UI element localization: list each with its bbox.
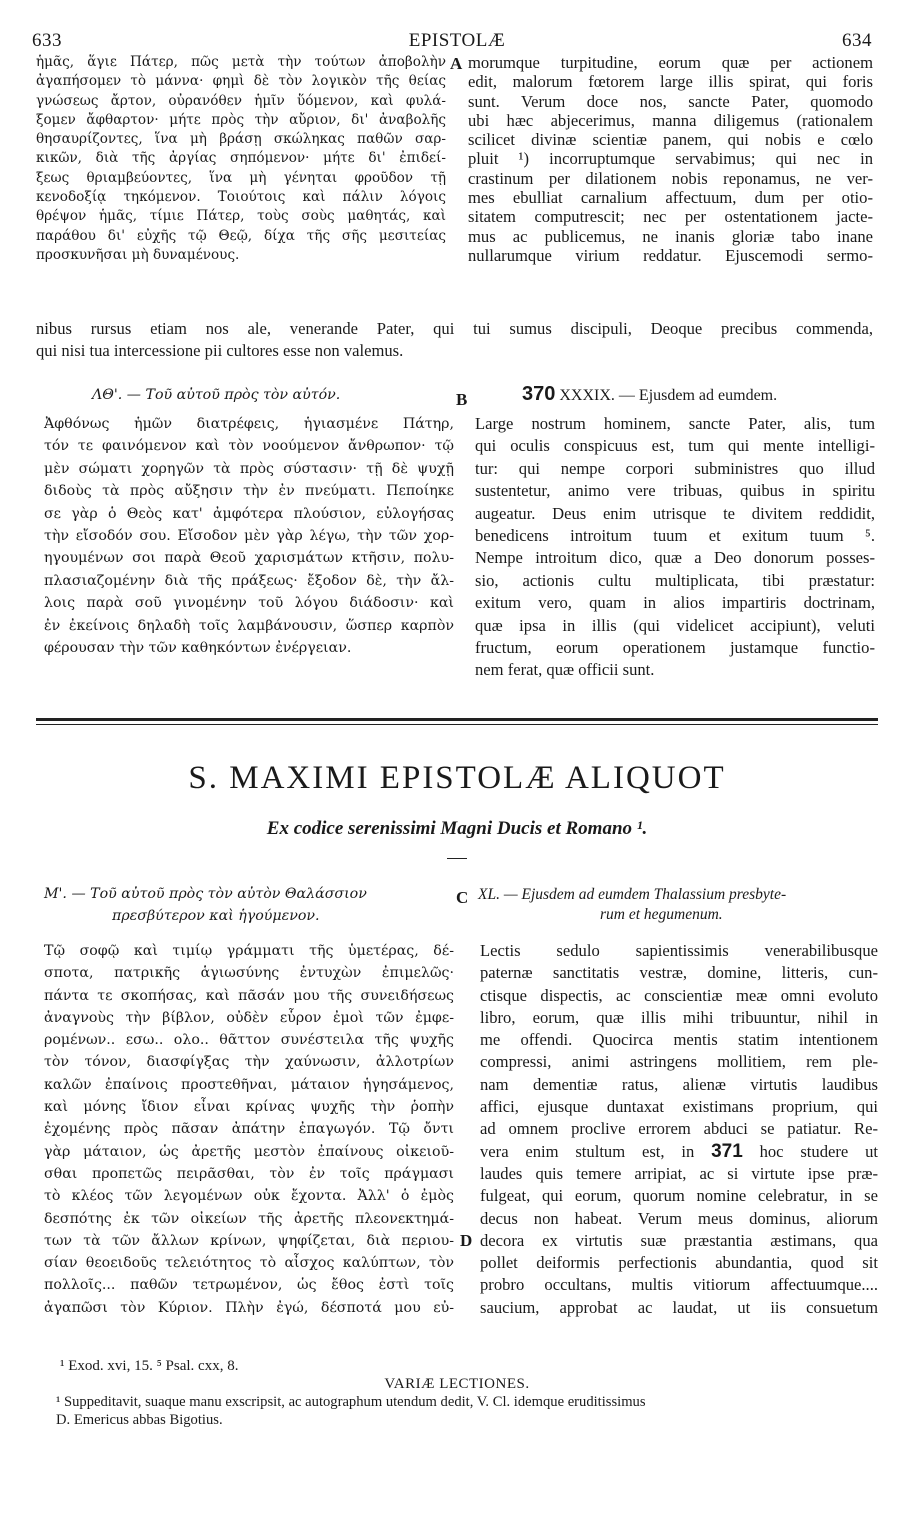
text-line: Τῷ σοφῷ καὶ τιμίῳ γράμματι τῆς ὑμετέρας, δέ-: [44, 943, 454, 959]
text-line: decus non habeat. Verum meus dominus, aliorum: [480, 1208, 878, 1228]
text-line: paternæ sanctitatis vestræ, domine, litteris, cun-: [480, 963, 878, 983]
text-line: ubi hæc abjecerimus, manna diligemus (rationalem: [468, 110, 873, 130]
text-line: τὸ κλέος τῶν λεγομένων οὐκ ἔχοντα. Ἀλλ' ὁ ἐμὸς: [44, 1188, 454, 1205]
letter40-latin-column: [480, 940, 878, 1319]
margin-marker-c: C: [456, 888, 469, 907]
text-line: sunt. Verum doce nos, sancte Pater, quomodo: [468, 91, 873, 111]
text-line: παράθου δι' εὐχῆς τῷ Θεῷ, δίχα τῆς σῆς μεσιτείας: [36, 227, 446, 244]
text-line: saucium, approbat ac laudat, ut iis consuetum: [480, 1297, 878, 1317]
letter40-latin-heading-2: rum et hegumenum.: [600, 906, 723, 923]
text-line: probro occultans, multis vitiorum affectuumque....: [480, 1275, 878, 1295]
text-line: σποτα, πατρικῆς ἁγιωσύνης ἐντυχὼν ἐπιμελῶς·: [44, 965, 454, 982]
text-line: διδοὺς τὰ πρὸς αὔξησιν τὴν ἐν πνεύματι. Πεποίηκε: [44, 483, 454, 500]
margin-marker-a: A: [450, 54, 463, 73]
text-line: qui oculis conspicuus est, tum qui mente intelligi-: [475, 436, 875, 456]
text-line: ad omnem proclive errorem abduci se patiatur. Re-: [480, 1119, 878, 1139]
variae-lectiones-heading: VARIÆ LECTIONES.: [384, 1376, 530, 1392]
text-line: nibus rursus etiam nos ale, venerande Pater, qui tui sumus discipuli, Deoque precibus commenda,: [36, 319, 873, 338]
text-line: fulgeat, qui eorum, quorum nomine celebratur, in se: [480, 1186, 878, 1206]
text-line: δεσπότης ἐκ τῶν οἰκείων τῆς ἀρετῆς πλεονεκτημά-: [44, 1210, 454, 1227]
letter40-greek-heading-2: πρεσβύτερον καὶ ἡγούμενον.: [112, 908, 320, 924]
text-line: Ἀφθόνως ἡμῶν διατρέφεις, ἡγιασμένε Πάτηρ,: [44, 416, 454, 432]
text-line: τὴν εἴσοδόν σου. Εἴσοδον μὲν γὰρ λέγω, τὴν τῶν χορ-: [44, 528, 454, 545]
text-line: mes ebulliat carnalium affectuum, dum per otio-: [468, 188, 873, 208]
text-line: laudes quis temere arripiat, ac si virtute ipse præ-: [480, 1163, 878, 1183]
text-line: tur: qui nempe corpori subministres quo illud: [475, 458, 875, 478]
top-latin-column: [468, 53, 873, 265]
text-line: σίαν θεοειδοῦς τελειότητος τὸ αἶσχος καλύπτων, τὸν: [44, 1255, 454, 1272]
text-line: Nempe introitum dico, quæ a Deo donorum posses-: [475, 548, 875, 568]
text-line: decora ex virtutis suæ præstantia æstimans, qua: [480, 1230, 878, 1250]
text-line: θησαυρίζοντες, ἵνα μὴ βράσῃ σκώληκας παθῶν σαρ-: [36, 131, 446, 148]
margin-marker-b: B: [456, 390, 468, 409]
text-line: ἡμᾶς, ἅγιε Πάτερ, πῶς μετὰ τὴν τούτων ἀποβολὴν: [36, 54, 446, 70]
top-full-width-text: [36, 318, 873, 362]
text-line: φέρουσαν τὴν τῶν καθηκόντων ἐνέργειαν.: [44, 640, 352, 657]
letter40-greek-heading-1: Μ'. — Τοῦ αὐτοῦ πρὸς τὸν αὐτὸν Θαλάσσιον: [44, 886, 367, 902]
text-line: sio, actionis cultu multiplicata, tibi præstatur:: [475, 570, 875, 590]
latin-line-post: hoc studere ut: [759, 1141, 878, 1161]
text-line: σε γὰρ ὁ Θεὸς κατ' ἀμφότερα πλούσιον, εὐλογήσας: [44, 505, 454, 522]
text-line: scilicet divinæ scientiæ panem, qui nobis e cœlo: [468, 130, 873, 150]
section-divider-rule-thin: [36, 724, 878, 725]
text-line: qui nisi tua intercessione pii cultores esse non valemus.: [36, 341, 404, 360]
text-line: benedicens introitum tuum et exitum tuum ⁵.: [475, 526, 875, 546]
text-line: sustentetur, animo vere tribuas, quibus in spiritu: [475, 481, 875, 501]
footnote-1: ¹ Suppeditavit, suaque manu exscripsit, ac autographum utendum dedit, V. Cl. idemque eruditissimus: [56, 1394, 646, 1410]
page-number-left: 633: [32, 30, 62, 51]
text-line: ἐν ἐκείνοις δηλαδὴ τοῖς λαμβάνουσιν, ὥσπερ καρπὸν: [44, 617, 454, 634]
text-line: ηγουμένων σοι παρὰ Θεοῦ χαρισμάτων κτῆσιν, πολυ-: [44, 550, 454, 567]
letter39-latin-column: [475, 413, 875, 682]
footnote-references: ¹ Exod. xvi, 15. ⁵ Psal. cxx, 8.: [60, 1358, 239, 1374]
text-line: προσκυνῆσαι μὴ δυναμένους.: [36, 246, 240, 263]
text-line: nullarumque virium reddatur. Ejuscemodi sermo-: [468, 245, 873, 265]
text-line: κενοδοξίᾳ τηκόμενον. Τοιούτοις καὶ πάλιν λόγοις: [36, 189, 446, 206]
letter39-latin-heading-text: XXXIX. — Ejusdem ad eumdem.: [559, 387, 778, 404]
margin-marker-d: D: [460, 1231, 473, 1250]
text-line: nem ferat, quæ officii sunt.: [475, 660, 655, 680]
text-line: ἀναγνοὺς τὴν βίβλον, οὐδὲν εὗρον ἐμοὶ τῶν ἐμφε-: [44, 1009, 454, 1026]
page-number-right: 634: [842, 30, 872, 51]
text-line: ἀγαπῶσι τὸν Κύριον. Πλὴν ἐγώ, δέσποτά μου εὐ-: [44, 1299, 454, 1316]
letter40-latin-heading-1: XL. — Ejusdem ad eumdem Thalassium presbyte-: [478, 886, 787, 903]
text-line: me offendi. Quocirca mentis statim intentionem: [480, 1030, 878, 1050]
text-line: mus ac publicemus, ne inanis gloriæ tabo inane: [468, 226, 873, 246]
text-line: fructum, eorum operationem justamque functio-: [475, 638, 875, 658]
column-number-370: 370: [522, 383, 556, 405]
subtitle-dash: [447, 858, 467, 859]
text-line: γὰρ μάταιον, ὡς ἀρετῆς μεστὸν ἐπαίνους οἰκειοῦ-: [44, 1143, 454, 1160]
column-number-371: 371: [711, 1140, 743, 1162]
text-line: compressi, animi astringens mollitiem, rem ple-: [480, 1052, 878, 1072]
text-line: augeatur. Deus enim utrisque te divitem reddidit,: [475, 503, 875, 523]
text-line: καλῶν ἐπαίνοις προστεθῆναι, μάταιον ἡγησάμενος,: [44, 1076, 454, 1093]
running-title: EPISTOLÆ: [408, 30, 506, 51]
text-line: ἐχομένης πρὸς πᾶσαν ἀπάτην ἐπαγωγόν. Τῷ ὄντι: [44, 1121, 454, 1138]
text-line: ἀγαπήσομεν τὸ μάννα· φημὶ δὲ τὸν λογικὸν τῆς θείας: [36, 73, 446, 90]
text-line: exitum vero, quam in alios impartiris doctrinam,: [475, 593, 875, 613]
footnote-2: D. Emericus abbas Bigotius.: [56, 1412, 223, 1428]
text-line: ξεως θριαμβεύοντες, ἵνα μὴ γένηται φροῦδον τῇ: [36, 169, 446, 186]
text-line: πλασιαζομένην διὰ τῆς πράξεως· ἔξοδον δὲ, τὴν ἄλ-: [44, 572, 454, 589]
top-greek-column: [36, 53, 446, 265]
text-line: Large nostrum hominem, sancte Pater, alis, tum: [475, 414, 875, 433]
text-line: pollet deiformis perfectionis abundantia, quod sit: [480, 1253, 878, 1273]
text-line: λοις παρὰ σοῦ γινομένην τοῦ λόγου διάδοσιν· καὶ: [44, 595, 454, 612]
text-line: libro, eorum, quæ illis mihi tribuuntur, nihil in: [480, 1007, 878, 1027]
text-line: quæ ipsa in illis (qui videlicet accipiunt), veluti: [475, 615, 875, 635]
letter39-latin-heading: [522, 383, 777, 406]
letter40-greek-column: [44, 940, 454, 1319]
text-line: κικῶν, διὰ τῆς ἀργίας σηπόμενον· μήτε δι' ἐπιδεί-: [36, 150, 446, 167]
text-line: edit, malorum fœtorem large illis spirat, qui foris: [468, 72, 873, 92]
section-divider-rule: [36, 718, 878, 721]
text-line: γνώσεως ἄρτον, οὐρανόθεν ἡμῖν ὕόμενον, καὶ φυλά-: [36, 92, 446, 109]
text-line: καὶ μόνης ἴδιον εἶναι κρίνας ψυχῆς τὴν ῥοπὴν: [44, 1099, 454, 1116]
text-line: μὲν σώματι χορηγῶν τὰ πρὸς σύστασιν· τῇ δὲ ψυχῇ: [44, 460, 454, 477]
section-title: S. MAXIMI EPISTOLÆ ALIQUOT: [188, 760, 726, 796]
section-subtitle: Ex codice serenissimi Magni Ducis et Romano ¹.: [266, 818, 648, 839]
latin-line-pre: vera enim stultum est, in: [480, 1141, 695, 1161]
text-line: τὸν τόνον, διασφίγξας τὴν χαύνωσιν, ἀλλοτρίων: [44, 1054, 454, 1071]
text-line: Lectis sedulo sapientissimis venerabilibusque: [480, 941, 878, 960]
text-line: affici, ejusque duntaxat existimans proprium, qui: [480, 1097, 878, 1117]
latin-line-with-column-number: [480, 1141, 878, 1163]
letter39-greek-heading: ΛΘ'. — Τοῦ αὐτοῦ πρὸς τὸν αὐτόν.: [92, 387, 341, 403]
letter39-greek-column: [44, 413, 454, 659]
text-line: πάντα τε σκοπήσας, καὶ πᾶσάν μου τῆς συνειδήσεως: [44, 987, 454, 1004]
text-line: ctisque dispectis, ac conscientiæ meæ omni evoluto: [480, 985, 878, 1005]
text-line: ρομένων.. εσω.. ολο.. θᾶττον συνέστειλα τῆς ψυχῆς: [44, 1032, 454, 1049]
text-line: sitatem computrescit; nec per ostentationem jacte-: [468, 207, 873, 227]
text-line: morumque turpitudine, eorum quæ per actionem: [468, 53, 873, 72]
text-line: crastinum per dilationem nobis reponamus, ne ver-: [468, 168, 873, 188]
text-line: ξομεν ἄφθαρτον· μήτε πρὸς τὴν αὔριον, δι' ἀναβολῆς: [36, 111, 446, 128]
text-line: pluit ¹) incorruptumque servabimus; qui nec in: [468, 149, 873, 169]
text-line: θρέψον ἡμᾶς, τίμιε Πάτερ, τοὺς σοὺς μαθητάς, καὶ: [36, 208, 446, 225]
text-line: σθαι προπετῶς πειρᾶσθαι, τὸν ἐν τοῖς πράγμασι: [44, 1165, 454, 1182]
text-line: nam dementiæ ratus, alienæ virtutis laudibus: [480, 1074, 878, 1094]
text-line: τόν τε φαινόμενον καὶ τὸν νοούμενον ἄνθρωπον· τῷ: [44, 438, 454, 455]
text-line: των τὰ τῶν ἄλλων κρίνων, ψηφίζεται, διὰ περιου-: [44, 1232, 454, 1249]
text-line: πολλοῖς... παθῶν τετρωμένον, ὡς ἔθος ἐστὶ τοῖς: [44, 1277, 454, 1294]
